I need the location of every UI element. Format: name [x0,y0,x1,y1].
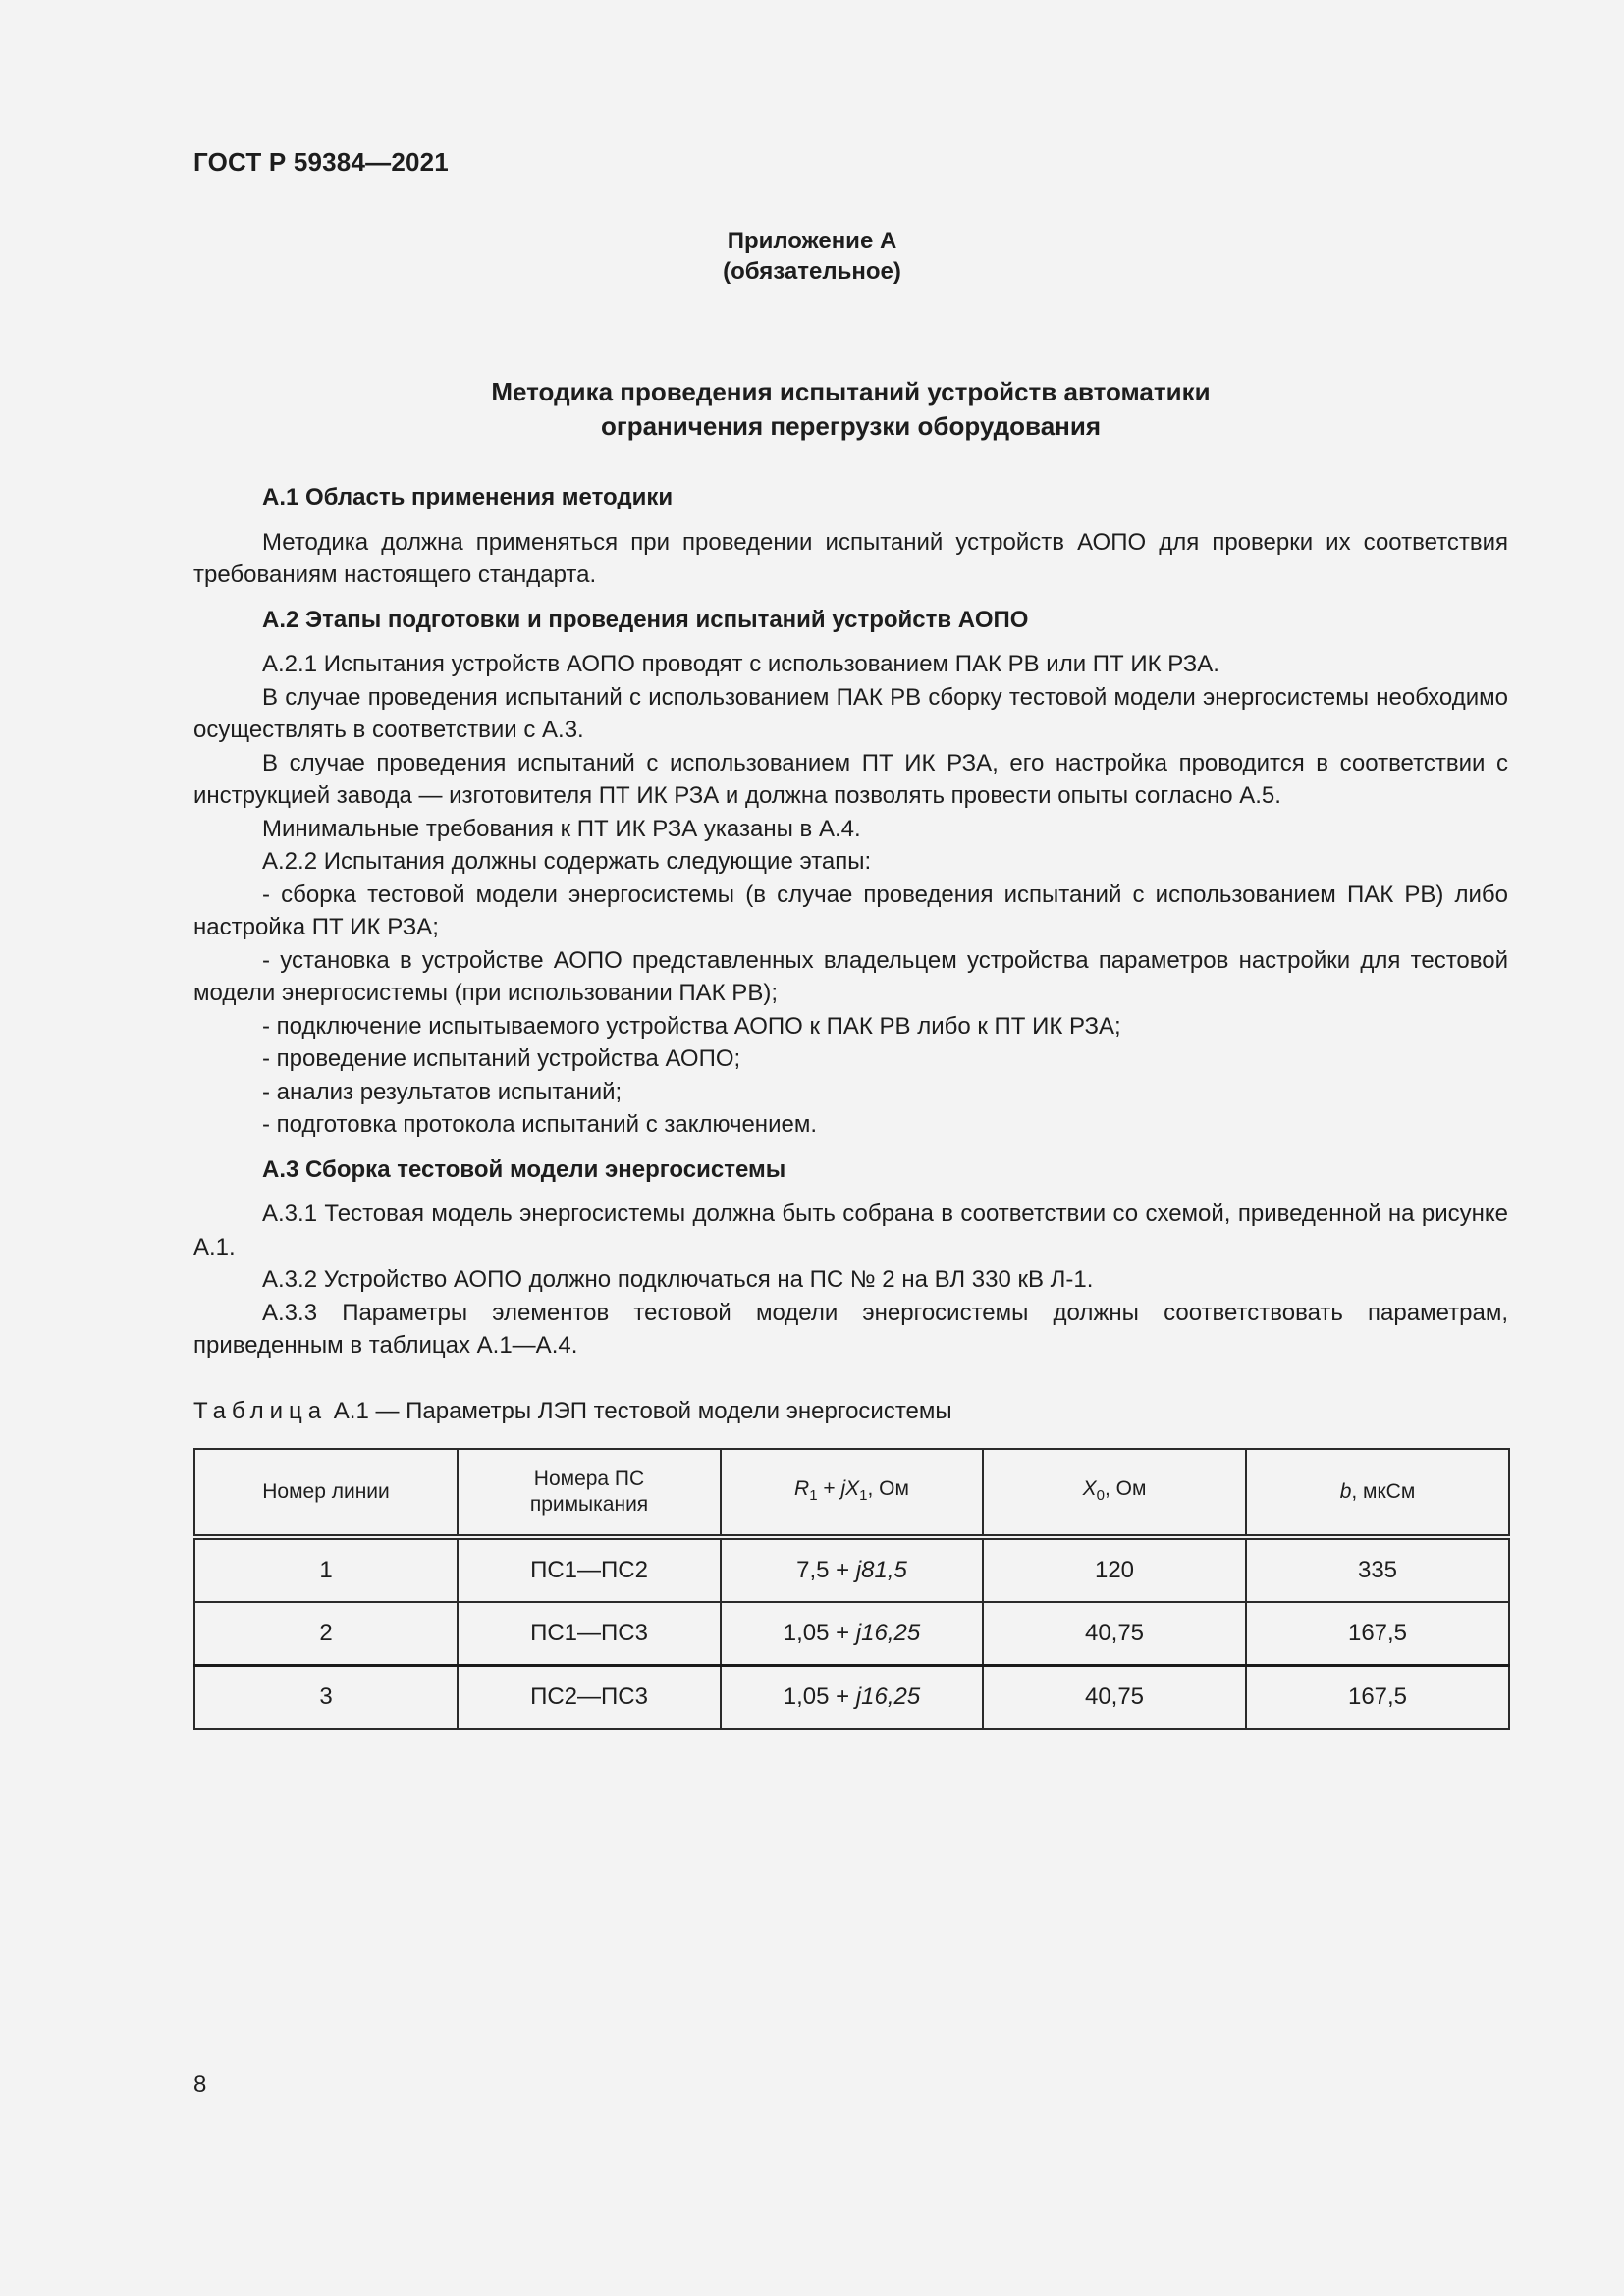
body-text [193,481,1508,1362]
section-a3-2: А.3.2 Устройство АОПО должно подключаться на ПС № 2 на ВЛ 330 кВ Л-1. [262,1266,1094,1293]
cell-substations: ПС1—ПС3 [458,1602,721,1666]
section-a1-title: А.1 Область применения методики [262,484,674,510]
cell-line-number: 2 [194,1602,458,1666]
header-adjacent-substations-line2: примыкания [529,1493,649,1516]
section-a3-title: А.3 Сборка тестовой модели энергосистемы [262,1155,786,1183]
cell-b: 167,5 [1246,1666,1509,1730]
cell-x0: 120 [983,1537,1246,1602]
table-row [194,1666,1509,1730]
table-caption [193,1398,952,1425]
section-a2-paragraph-3: В случае проведения испытаний с использованием ПТ ИК РЗА, его настройка проводится в соответствии с инструкцией завода — изготовителя ПТ ИК РЗА и должна позволять провести опыты согласно А.5. [193,749,1508,809]
cell-line-number: 1 [194,1537,458,1602]
main-title-line2: ограничения перегрузки оборудования [600,411,1102,441]
header-zero-seq-reactance: $X_0$, Ом [983,1449,1246,1537]
cell-impedance: 1,05 + j16,25 [721,1602,983,1666]
section-a3-3: А.3.3 Параметры элементов тестовой модели энергосистемы должны соответствовать параметрам, приведенным в таблицах А.1—А.4. [193,1299,1508,1359]
table-caption-label: Таблица [193,1398,328,1424]
parameters-table [193,1448,1510,1730]
list-item: - проведение испытаний устройства АОПО; [262,1045,741,1072]
section-a2-paragraph-2: В случае проведения испытаний с использованием ПАК РВ сборку тестовой модели энергосистемы необходимо осуществлять в соответствии с А.3. [193,683,1508,743]
main-title-line1: Методика проведения испытаний устройств автоматики [491,377,1211,406]
table-header-row [194,1449,1509,1537]
document-id: ГОСТ Р 59384—2021 [193,147,449,177]
list-item: - подключение испытываемого устройства АОПО к ПАК РВ либо к ПТ ИК РЗА; [262,1012,1121,1040]
cell-b: 167,5 [1246,1602,1509,1666]
cell-x0: 40,75 [983,1602,1246,1666]
cell-x0: 40,75 [983,1666,1246,1730]
header-line-number: Номер линии [194,1449,458,1537]
header-adjacent-substations [458,1449,721,1537]
header-impedance: $R_1 + jX_1$, Ом [721,1449,983,1537]
section-a2-1: А.2.1 Испытания устройств АОПО проводят с использованием ПАК РВ или ПТ ИК РЗА. [262,651,1219,677]
list-item: - анализ результатов испытаний; [262,1078,623,1105]
section-a2-2: А.2.2 Испытания должны содержать следующие этапы: [262,848,872,875]
list-item: - сборка тестовой модели энергосистемы (в случае проведения испытаний с использованием ПАК РВ) либо настройка ПТ ИК РЗА; [193,881,1508,940]
page-number: 8 [193,2071,207,2098]
table-row [194,1537,1509,1602]
table-caption-text: А.1 — Параметры ЛЭП тестовой модели энергосистемы [327,1398,952,1424]
section-a2-title: А.2 Этапы подготовки и проведения испытаний устройств АОПО [262,606,1029,633]
main-title [0,375,1624,444]
section-a2-paragraph-4: Минимальные требования к ПТ ИК РЗА указаны в А.4. [262,815,861,842]
section-a1-paragraph: Методика должна применяться при проведении испытаний устройств АОПО для проверки их соответствия требованиям настоящего стандарта. [193,528,1508,588]
header-adjacent-substations-line1: Номера ПС [533,1468,645,1490]
list-item: - подготовка протокола испытаний с заключением. [262,1111,817,1138]
cell-impedance: 7,5 + j81,5 [721,1537,983,1602]
appendix-heading [0,226,1624,287]
cell-line-number: 3 [194,1666,458,1730]
list-item: - установка в устройстве АОПО представленных владельцем устройства параметров настройки для тестовой модели энергосистемы (при использовании ПАК РВ); [193,946,1508,1006]
appendix-status: (обязательное) [723,258,901,285]
cell-substations: ПС2—ПС3 [458,1666,721,1730]
appendix-title: Приложение А [727,228,897,254]
section-a3-1: А.3.1 Тестовая модель энергосистемы должна быть собрана в соответствии со схемой, приведенной на рисунке А.1. [193,1201,1508,1260]
header-susceptance: b, мкСм [1246,1449,1509,1537]
cell-b: 335 [1246,1537,1509,1602]
cell-impedance: 1,05 + j16,25 [721,1666,983,1730]
cell-substations: ПС1—ПС2 [458,1537,721,1602]
table-row [194,1602,1509,1666]
